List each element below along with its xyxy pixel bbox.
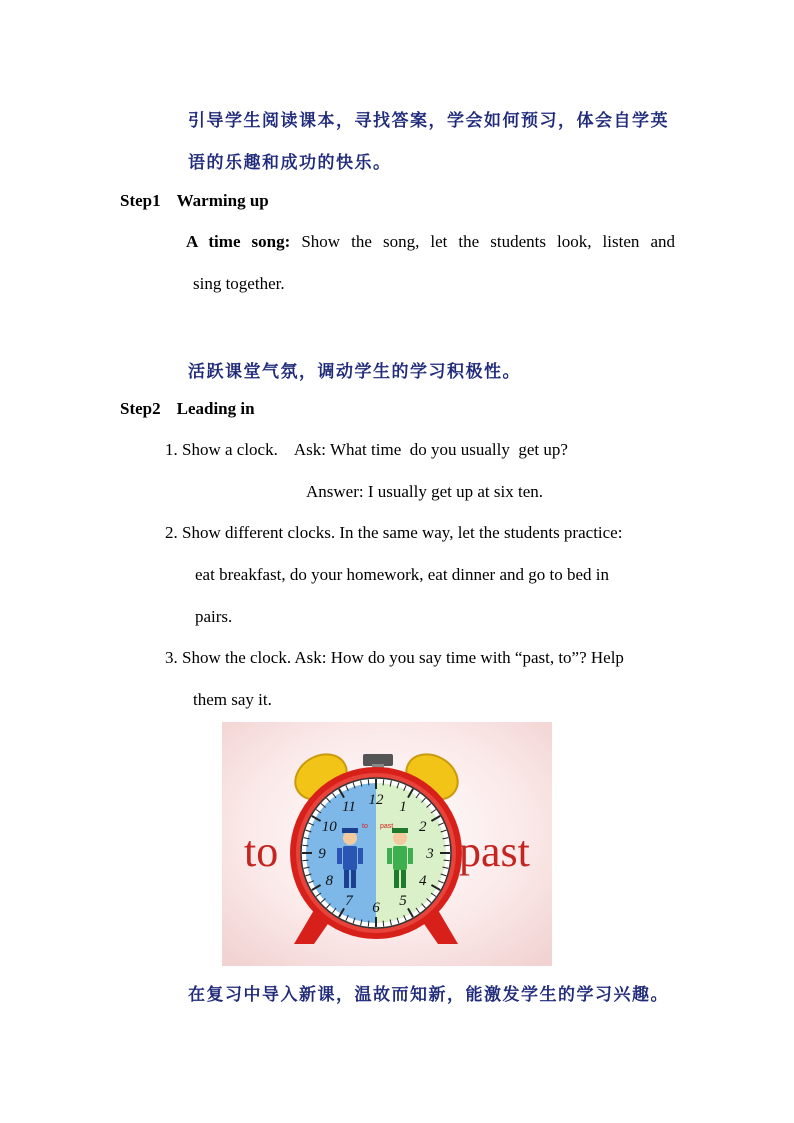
minute-tick <box>444 860 450 861</box>
clock-numeral: 7 <box>345 892 353 909</box>
step2-item-2-line-1: 2. Show different clocks. In the same way, let the students practice: <box>165 523 623 542</box>
step2-item-2-line-3: pairs. <box>195 607 233 626</box>
step1-title: Warming up <box>176 191 269 210</box>
step1-bold-lead: A time song: <box>186 232 291 251</box>
face-label-past: past <box>380 823 394 830</box>
minute-tick <box>302 845 308 846</box>
clock-numeral: 10 <box>321 819 337 835</box>
teaching-note-3: 在复习中导入新课，温故而知新，能激发学生的学习兴趣。 <box>188 985 669 1005</box>
minute-tick <box>383 921 384 927</box>
minute-tick <box>383 779 384 785</box>
step2-item-3-line-1: 3. Show the clock. Ask: How do you say time with “past, to”? Help <box>165 648 624 667</box>
step2-item-3-line-2: them say it. <box>193 690 272 709</box>
step2-title: Leading in <box>176 399 255 418</box>
step1-label: Step1 <box>120 191 161 210</box>
step1-heading <box>120 191 269 211</box>
minute-tick <box>368 779 369 785</box>
step1-line-1-rest: Show the song, let the students look, listen and <box>290 232 675 251</box>
alarm-clock-image <box>222 722 552 966</box>
clock-numeral: 5 <box>399 892 407 909</box>
clock-numeral: 2 <box>419 819 427 835</box>
teaching-note-1-line-2: 语的乐趣和成功的快乐。 <box>188 153 392 173</box>
minute-tick <box>444 845 450 846</box>
clock-numeral: 8 <box>325 873 333 889</box>
step2-item-2-line-2: eat breakfast, do your homework, eat dinner and go to bed in <box>195 565 610 584</box>
word-to: to <box>244 827 279 876</box>
clock-numeral: 9 <box>318 846 326 862</box>
step2-item-1: 1. Show a clock. Ask: What time do you usually get up? <box>165 440 568 459</box>
teaching-note-2: 活跃课堂气氛，调动学生的学习积极性。 <box>188 362 521 382</box>
clock-illustration <box>222 722 552 966</box>
word-past: past <box>459 827 530 876</box>
step2-item-1-answer: Answer: I usually get up at six ten. <box>306 482 544 501</box>
minute-tick <box>302 860 308 861</box>
clock-numeral: 4 <box>419 873 427 889</box>
clock-numeral: 3 <box>426 846 434 862</box>
clock-numeral: 1 <box>399 799 407 816</box>
teaching-note-1-line-1: 引导学生阅读课本，寻找答案，学会如何预习，体会自学英 <box>188 111 669 131</box>
step1-line-1 <box>186 232 675 252</box>
face-label-to: to <box>362 823 368 830</box>
clock-numeral: 12 <box>368 792 384 808</box>
step2-heading <box>120 399 255 419</box>
step1-line-2: sing together. <box>193 274 285 293</box>
minute-tick <box>368 921 369 927</box>
clock-numeral: 11 <box>342 799 356 816</box>
step2-label: Step2 <box>120 399 161 418</box>
clock-numeral: 6 <box>372 900 380 916</box>
